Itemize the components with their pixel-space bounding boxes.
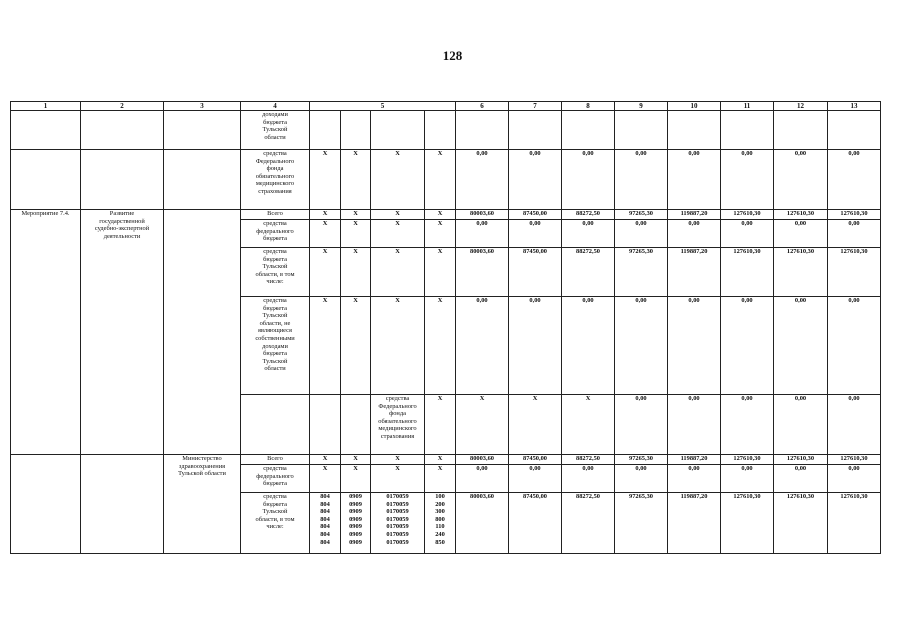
code-cell: X <box>341 150 371 210</box>
funding-source: средства Федерального фонда обязательного медицинского страхования <box>371 395 425 455</box>
value-cell: 0,00 <box>562 220 615 248</box>
value-cell: 0,00 <box>774 220 828 248</box>
value-cell: 0,00 <box>562 465 615 493</box>
code-cell: X <box>371 248 425 297</box>
table-cell <box>509 111 562 150</box>
value-cell: 80003,60 <box>456 248 509 297</box>
value-cell: 0,00 <box>828 220 881 248</box>
value-cell: 0,00 <box>456 297 509 395</box>
header-cell: 3 <box>164 102 241 111</box>
activity-title: Развитие государственной судебно-экспертной деятельности <box>81 210 164 455</box>
value-cell: 127610,30 <box>828 210 881 220</box>
table-cell <box>774 111 828 150</box>
header-cell: 6 <box>456 102 509 111</box>
value-cell: 127610,30 <box>721 455 774 465</box>
table-row <box>11 210 881 220</box>
table-row <box>11 455 881 465</box>
value-cell: 0,00 <box>774 395 828 455</box>
code-cell: X <box>310 210 341 220</box>
table-cell <box>341 395 371 455</box>
table-cell <box>11 111 81 150</box>
code-cell: X <box>371 220 425 248</box>
value-cell: 0,00 <box>774 465 828 493</box>
value-cell: 88272,50 <box>562 248 615 297</box>
value-cell: 80003,60 <box>456 210 509 220</box>
code-cell: X <box>310 220 341 248</box>
code-cell: X <box>310 150 341 210</box>
code-cell: X <box>341 455 371 465</box>
value-cell: 87450,00 <box>509 210 562 220</box>
value-cell: 87450,00 <box>509 455 562 465</box>
value-cell: 119887,20 <box>668 455 721 465</box>
table-cell <box>615 111 668 150</box>
value-cell: 0,00 <box>615 465 668 493</box>
table-cell <box>11 150 81 210</box>
value-cell: 119887,20 <box>668 493 721 554</box>
value-cell: 127610,30 <box>774 455 828 465</box>
funding-source: средства бюджета Тульской области, не являющиеся собственными доходами бюджета Тульской области <box>241 297 310 395</box>
value-cell: 0,00 <box>721 220 774 248</box>
value-cell: 127610,30 <box>721 248 774 297</box>
code-cell: X <box>310 297 341 395</box>
header-cell: 5 <box>310 102 456 111</box>
code-cell: X <box>425 210 456 220</box>
table-cell <box>456 111 509 150</box>
table-cell <box>310 395 341 455</box>
value-cell: 0,00 <box>668 220 721 248</box>
value-cell: 97265,30 <box>615 455 668 465</box>
table-row <box>11 150 881 210</box>
value-cell: 127610,30 <box>721 493 774 554</box>
value-cell: 0,00 <box>774 150 828 210</box>
code-cell: X <box>341 220 371 248</box>
value-cell: 97265,30 <box>615 493 668 554</box>
table-cell <box>164 111 241 150</box>
value-cell: 80003,60 <box>456 455 509 465</box>
code-cell: 804 804 804 804 804 804 804 <box>310 493 341 554</box>
value-cell: 0,00 <box>828 395 881 455</box>
code-cell: X <box>425 395 456 455</box>
header-cell: 13 <box>828 102 881 111</box>
value-cell: 80003,60 <box>456 493 509 554</box>
code-cell: 0170059 0170059 0170059 0170059 0170059 0170059 0170059 <box>371 493 425 554</box>
table-cell <box>81 455 164 554</box>
value-cell: 0,00 <box>721 297 774 395</box>
code-cell: X <box>371 150 425 210</box>
value-cell: 0,00 <box>615 220 668 248</box>
code-cell: X <box>425 465 456 493</box>
value-cell: 0,00 <box>828 465 881 493</box>
header-cell: 2 <box>81 102 164 111</box>
value-cell: 0,00 <box>828 150 881 210</box>
header-cell: 1 <box>11 102 81 111</box>
value-cell: 0,00 <box>509 150 562 210</box>
header-cell: 10 <box>668 102 721 111</box>
table-cell <box>164 150 241 210</box>
code-cell: X <box>371 210 425 220</box>
header-cell: 11 <box>721 102 774 111</box>
code-cell: X <box>341 248 371 297</box>
page-number: 128 <box>442 48 463 63</box>
value-cell: 127610,30 <box>828 455 881 465</box>
value-cell: 0,00 <box>509 465 562 493</box>
table-cell <box>164 210 241 455</box>
funding-source: средства Федерального фонда обязательного медицинского страхования <box>241 150 310 210</box>
header-cell: 4 <box>241 102 310 111</box>
code-cell: X <box>310 465 341 493</box>
code-cell: X <box>425 248 456 297</box>
header-cell: 12 <box>774 102 828 111</box>
code-cell: 100 200 300 800 110 240 850 <box>425 493 456 554</box>
value-cell: 0,00 <box>456 150 509 210</box>
value-cell: 0,00 <box>721 465 774 493</box>
value-cell: 127610,30 <box>828 248 881 297</box>
value-cell: 0,00 <box>562 150 615 210</box>
value-cell: 127610,30 <box>774 248 828 297</box>
code-cell: X <box>341 297 371 395</box>
funding-source: средства бюджета Тульской области, в том числе: <box>241 493 310 554</box>
code-cell: X <box>371 455 425 465</box>
value-cell: 0,00 <box>721 150 774 210</box>
value-cell: 119887,20 <box>668 248 721 297</box>
value-cell: 87450,00 <box>509 248 562 297</box>
code-cell: X <box>425 455 456 465</box>
value-cell: 127610,30 <box>721 210 774 220</box>
value-cell: 0,00 <box>668 150 721 210</box>
table-cell <box>81 150 164 210</box>
value-cell: 88272,50 <box>562 210 615 220</box>
table-cell <box>310 111 341 150</box>
value-cell: 97265,30 <box>615 210 668 220</box>
value-cell: 0,00 <box>774 297 828 395</box>
funding-source: Всего <box>241 210 310 220</box>
table-cell <box>828 111 881 150</box>
value-cell: 0,00 <box>668 297 721 395</box>
table-cell <box>668 111 721 150</box>
value-cell: 87450,00 <box>509 493 562 554</box>
funding-source: доходами бюджета Тульской области <box>241 111 310 150</box>
value-cell: 88272,50 <box>562 455 615 465</box>
code-cell: X <box>562 395 615 455</box>
value-cell: 0,00 <box>509 297 562 395</box>
header-cell: 9 <box>615 102 668 111</box>
header-row <box>11 102 881 111</box>
table-cell <box>371 111 425 150</box>
value-cell: 88272,50 <box>562 493 615 554</box>
value-cell: 0,00 <box>562 297 615 395</box>
table-row <box>11 111 881 150</box>
value-cell: 0,00 <box>615 150 668 210</box>
value-cell: 0,00 <box>615 395 668 455</box>
value-cell: 0,00 <box>456 465 509 493</box>
value-cell: 0,00 <box>668 395 721 455</box>
code-cell: X <box>425 297 456 395</box>
code-cell: X <box>310 455 341 465</box>
code-cell: 0909 0909 0909 0909 0909 0909 0909 <box>341 493 371 554</box>
value-cell: 0,00 <box>615 297 668 395</box>
code-cell: X <box>341 210 371 220</box>
table-cell <box>425 111 456 150</box>
funding-source: средства федерального бюджета <box>241 220 310 248</box>
code-cell: X <box>371 465 425 493</box>
value-cell: 0,00 <box>828 297 881 395</box>
table-cell <box>241 395 310 455</box>
funding-source: средства бюджета Тульской области, в том числе: <box>241 248 310 297</box>
value-cell: 97265,30 <box>615 248 668 297</box>
header-cell: 8 <box>562 102 615 111</box>
table-cell <box>81 111 164 150</box>
activity-number: Мероприятие 7.4. <box>11 210 81 455</box>
code-cell: X <box>425 150 456 210</box>
value-cell: 0,00 <box>721 395 774 455</box>
value-cell: 0,00 <box>509 220 562 248</box>
header-cell: 7 <box>509 102 562 111</box>
code-cell: X <box>509 395 562 455</box>
value-cell: 0,00 <box>456 220 509 248</box>
code-cell: X <box>341 465 371 493</box>
value-cell: 127610,30 <box>774 493 828 554</box>
value-cell: 119887,20 <box>668 210 721 220</box>
code-cell: X <box>310 248 341 297</box>
table-cell <box>11 455 81 554</box>
budget-table <box>10 101 881 554</box>
code-cell: X <box>456 395 509 455</box>
value-cell: 0,00 <box>668 465 721 493</box>
executor-name: Министерство здравоохранения Тульской области <box>164 455 241 554</box>
code-cell: X <box>371 297 425 395</box>
code-cell: X <box>425 220 456 248</box>
funding-source: средства федерального бюджета <box>241 465 310 493</box>
table-cell <box>562 111 615 150</box>
table-cell <box>721 111 774 150</box>
table-cell <box>341 111 371 150</box>
value-cell: 127610,30 <box>828 493 881 554</box>
value-cell: 127610,30 <box>774 210 828 220</box>
funding-source: Всего <box>241 455 310 465</box>
